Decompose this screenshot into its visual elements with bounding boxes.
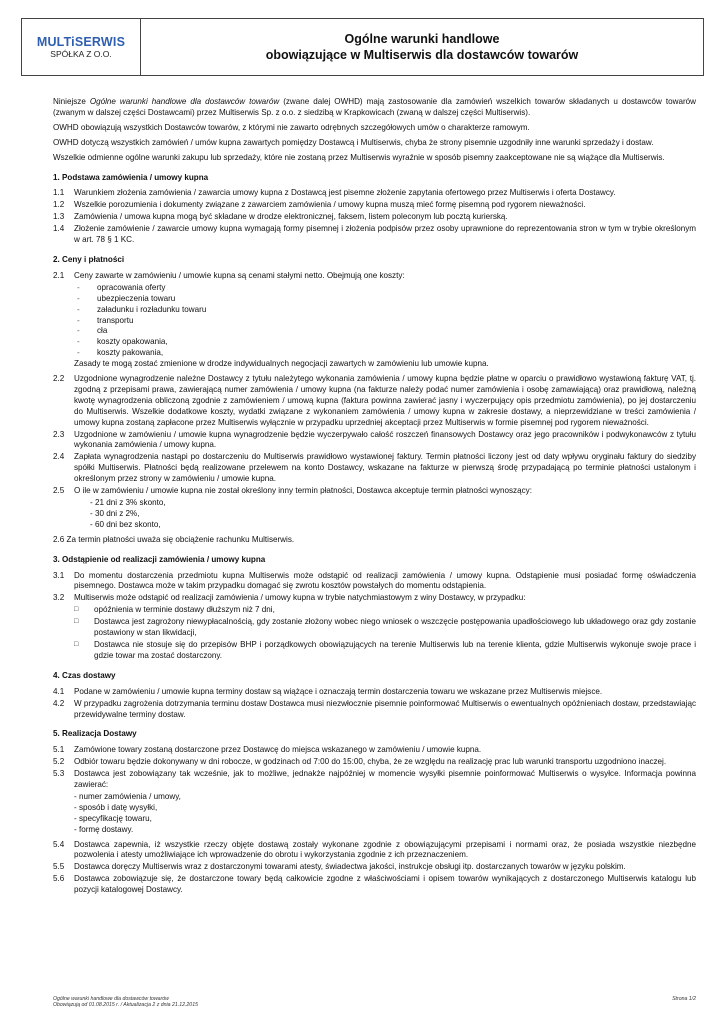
clause-number: 5.3 <box>53 769 65 779</box>
clause-number: 5.1 <box>53 745 65 755</box>
clause <box>53 200 696 211</box>
clause-text: Dostawca zapewnia, iż wszystkie rzeczy objęte dostawą zostały wykonane zgodnie z obowiązującymi przepisami i normami oraz, że posiada wszystkie niezbędne pozwolenia i atesty umożliwiające ich wprowadzenie do obrotu i wykorzystania zgodnie z ich przeznaczeniem. <box>74 839 696 860</box>
clause-number: 3.1 <box>53 570 65 580</box>
clause-number: 2.3 <box>53 429 65 439</box>
document-body <box>53 97 696 897</box>
clause-number: 3.2 <box>53 593 65 603</box>
section-3-heading: 3. Odstąpienie od realizacji zamówienia / umowy kupna <box>53 554 266 564</box>
shipment-info-item: - sposób i datę wysyłki, <box>74 802 158 812</box>
cost-item <box>77 305 696 316</box>
cost-note: Zasady te mogą zostać zmienione w drodze indywidualnych negocjacji zawartych w zamówieniu lub umowie kupna. <box>74 359 489 369</box>
clause-number: 2.1 <box>53 270 65 280</box>
withdrawal-reason <box>74 640 696 662</box>
clause-text: Dostawca doręczy Multiserwis wraz z dostarczonymi towarami atesty, świadectwa jakości, instrukcje obsługi itp. dostarczanych towarów w języku polskim. <box>74 862 626 872</box>
intro-paragraph-3: OWHD dotyczą wszystkich zamówień / umów kupna zawartych pomiędzy Dostawcą i Multiserwis, chyba że strony pisemnie uzgodniły inne warunki sprzedaży i dostaw. <box>53 137 654 147</box>
cost-item-text: cła <box>97 326 108 336</box>
clause <box>53 745 696 756</box>
clause-number: 5.5 <box>53 862 65 872</box>
clause-text: Podane w zamówieniu / umowie kupna terminy dostaw są wiążące i oznaczają termin dostarczenia towaru we wskazane przez Multiserwis miejsce. <box>74 686 603 696</box>
clause-text: W przypadku zagrożenia dotrzymania terminu dostaw Dostawca musi niezwłocznie pisemnie poinformować Multiserwis o ewentualnych opóźnieniach dostaw, przedstawiając przewidywalne terminy dostaw. <box>74 698 696 719</box>
clause-number: 1.2 <box>53 200 65 210</box>
section-1-heading: 1. Podstawa zamówienia / umowy kupna <box>53 172 209 182</box>
payment-term: - 21 dni z 3% skonto, <box>90 498 166 507</box>
clause-number: 1.4 <box>53 224 65 234</box>
cost-item-text: załadunku i rozładunku towaru <box>97 304 207 314</box>
clause <box>53 769 696 791</box>
cost-item-text: transportu <box>97 315 134 325</box>
clause-number: 4.2 <box>53 698 65 708</box>
clause <box>53 212 696 223</box>
clause <box>53 699 696 721</box>
clause <box>53 571 696 593</box>
title-line-2: obowiązujące w Multiserwis dla dostawców towarów <box>265 48 579 62</box>
payment-term: - 60 dni bez skonto, <box>90 519 161 529</box>
clause <box>53 593 696 604</box>
clause-number: 1.1 <box>53 188 65 198</box>
clause-text: O ile w zamówieniu / umowie kupna nie został określony inny termin płatności, Dostawca akceptuje termin płatności wynoszący: <box>74 486 532 496</box>
clause <box>53 188 696 199</box>
clause <box>53 224 696 246</box>
clause-text: Zamówienia / umowa kupna mogą być składane w drodze elektronicznej, faksem, listem poleconym lub pocztą kurierską. <box>74 212 508 222</box>
section-2-heading: 2. Ceny i płatności <box>53 254 125 264</box>
intro-p1-pre: Niniejsze <box>53 97 90 106</box>
cost-item <box>77 294 696 305</box>
cost-item-text: koszty pakowania, <box>97 348 164 358</box>
section-4-list <box>53 687 696 721</box>
clause-number: 2.2 <box>53 374 65 384</box>
document-title <box>141 19 703 75</box>
clause-text: Odbiór towaru będzie dokonywany w dni robocze, w godzinach od 7:00 do 15:00, chyba, że ze względu na realizację prac lub warunki transportu uzgodniono inaczej. <box>74 757 667 767</box>
cost-item <box>77 337 696 348</box>
title-line-1: Ogólne warunki handlowe <box>344 32 500 46</box>
withdrawal-reason-text: Dostawca jest zagrożony niewypłacalnością, gdy zostanie złożony wobec niego wniosek o wszczęcie postępowania upadłościowego lub układowego oraz gdy zostanie postawiony w stan likwidacji, <box>94 617 696 638</box>
clause <box>53 374 696 429</box>
clause-text: Złożenie zamówienie / zawarcie umowy kupna wymagają formy pisemnej i złożenia podpisów przez osoby uprawnione do reprezentowania stron w tym w trybie określonym w art. 78 § 1 KC. <box>74 224 696 245</box>
clause <box>53 874 696 896</box>
clause <box>53 757 696 768</box>
clause <box>53 687 696 698</box>
dash-marker: - <box>77 293 80 303</box>
shipment-info-item: - numer zamówienia / umowy, <box>74 791 181 801</box>
cost-item <box>77 326 696 337</box>
intro-p1-italic: Ogólne warunki handlowe dla dostawców towarów <box>89 97 280 106</box>
square-bullet-icon: □ <box>74 606 79 614</box>
clause-text: Dostawca jest zobowiązany tak wcześnie, jak to możliwe, jednakże najpóźniej w momencie wysyłki pisemnie poinformować Multiserwis o wysyłce. Informacja powinna zawierać: <box>74 769 696 790</box>
clause-text: Dostawca zobowiązuje się, że dostarczone towary będą całkowicie zgodne z właściwościami i opisem towarów wynikających z dostarczonego Multiserwis katalogu lub pozycji katalogowej Dostawcy. <box>74 874 696 895</box>
square-bullet-icon: □ <box>74 640 79 648</box>
section-3-list <box>53 571 696 605</box>
withdrawal-reason <box>74 605 696 616</box>
logo-wordmark: MULTiSERWIS <box>36 34 126 49</box>
clause-number: 1.3 <box>53 212 65 222</box>
section-5-heading: 5. Realizacja Dostawy <box>53 729 137 739</box>
page-footer <box>53 996 696 1008</box>
clause-text: Wszelkie porozumienia i dokumenty związane z zawarciem zamówienia / umowy kupna muszą mieć formę pisemną pod rygorem nieważności. <box>74 200 586 210</box>
cost-item-text: opracowania oferty <box>97 282 166 292</box>
section-1-list <box>53 188 696 246</box>
dash-marker: - <box>77 348 80 358</box>
clause-text: Zapłata wynagrodzenia nastąpi po dostarczeniu do Multiserwis prawidłowo wystawionej faktury. Termin płatności liczony jest od daty wpływu oryginału faktury do siedziby spółki Multiserwis. Płatności będą realizowane przelewem na konto Dostawcy, wskazane na fakturze w pierwszą środę przypadającą po terminie płatności ustalonym i określonym przez strony w zamówieniu / umowie kupna. <box>74 452 696 484</box>
dash-marker: - <box>77 304 80 314</box>
clause-text: Zamówione towary zostaną dostarczone przez Dostawcę do miejsca wskazanego w zamówieniu / umowie kupna. <box>74 745 482 755</box>
withdrawal-reasons-list <box>53 605 696 662</box>
dash-marker: - <box>77 326 80 336</box>
clause-number: 2.4 <box>53 452 65 462</box>
intro-paragraph-1 <box>53 97 696 119</box>
clause-text: Ceny zawarte w zamówieniu / umowie kupna są cenami stałymi netto. Obejmują one koszty: <box>74 270 405 280</box>
withdrawal-reason-text: opóźnienia w terminie dostawy dłuższym niż 7 dni, <box>94 605 275 615</box>
clause <box>53 430 696 452</box>
payment-terms-list <box>90 498 696 531</box>
cost-item <box>77 283 696 294</box>
footer-validity: Obowiązują od 01.08.2015 r. / Aktualizacja 2 z dnia 21.12.2015 <box>53 1002 198 1009</box>
dash-marker: - <box>77 282 80 292</box>
dash-marker: - <box>77 315 80 325</box>
clause-number: 4.1 <box>53 686 65 696</box>
cost-item <box>77 348 696 359</box>
clause-2-1 <box>53 271 696 282</box>
clause-number: 5.6 <box>53 874 65 884</box>
section-4-heading: 4. Czas dostawy <box>53 670 116 680</box>
page-number: Strona 1/2 <box>672 996 696 1002</box>
section-2-list <box>53 374 696 497</box>
clause-number: 2.5 <box>53 486 65 496</box>
clause-text: Warunkiem złożenia zamówienia / zawarcia umowy kupna z Dostawcą jest pisemne złożenie zapytania ofertowego przez Multiserwis i oferta Dostawcy. <box>74 188 616 198</box>
clause-2-6: 2.6 Za termin płatności uważa się obciążenie rachunku Multiserwis. <box>53 534 295 544</box>
clause <box>53 486 696 497</box>
intro-p1-post: (zwane dalej OWHD) mają zastosowanie dla zamówień wszelkich towarów składanych u dostawców towarów (zwanym w dalszej części Dostawcami) przez Multiserwis Sp. z o.o. z siedzibą w Krapkowicach (zwaną w dalszej części Multiserwis). <box>53 97 696 117</box>
clause-text: Uzgodnione wynagrodzenie należne Dostawcy z tytułu należytego wykonania zamówienia / umowy kupna będzie płatne w oparciu o prawidłowo wystawioną fakturę VAT, tj. zgodną z przepisami prawa, zawierającą numer zamówienia / umowy kupna (na fakturze należy podać numer zamówienia i osobę zamawiającą) oraz prawidłową, należną kwotę wynagrodzenia obliczoną zgodnie z zamówieniem / umową kupna (faktura powinna zawierać jasny i wyczerpujący opis przedmiotu zamówienia), po jej dostarczeniu do Multiserwis. Wszelkie dodatkowe koszty, wydatki związane z wykonaniem zamówienia / umowy kupna w zakresie dostawy, a nieprzewidziane w treści zamówienia / umowy kupna zostaną zapłacone przez Multiserwis wyłącznie w przypadku uprzedniej akceptacji przez Multiserwis w formie pisemnej pod rygorem nieważności. <box>74 374 696 427</box>
clause <box>53 862 696 873</box>
cost-item <box>77 316 696 327</box>
intro-paragraph-2: OWHD obowiązują wszystkich Dostawców towarów, z którymi nie zawarto odrębnych szczegółowych umów o charakterze ramowym. <box>53 122 530 132</box>
clause <box>53 840 696 862</box>
clause-text: Multiserwis może odstąpić od realizacji zamówienia / umowy kupna w trybie natychmiastowym z winy Dostawcy, w przypadku: <box>74 593 526 603</box>
clause-number: 5.4 <box>53 839 65 849</box>
payment-term: - 30 dni z 2%, <box>90 508 140 518</box>
square-bullet-icon: □ <box>74 618 79 626</box>
cost-item-text: ubezpieczenia towaru <box>97 293 176 303</box>
shipment-info-list <box>74 792 696 836</box>
cost-item-text: koszty opakowania, <box>97 337 168 347</box>
company-logo <box>22 19 141 75</box>
clause-text: Uzgodnione w zamówieniu / umowie kupna wynagrodzenie będzie wyczerpywało całość roszczeń finansowych Dostawcy oraz jego pracowników i podwykonawców z tytułu wykonania zamówienia / umowy kupna. <box>74 429 696 450</box>
intro-paragraph-4: Wszelkie odmienne ogólne warunki zakupu lub sprzedaży, które nie zostaną przez Multiserwis wyraźnie w sposób pisemny zaakceptowane nie są wiążące dla Multiserwis. <box>53 152 665 162</box>
document-header <box>21 18 704 76</box>
withdrawal-reason-text: Dostawca nie stosuje się do przepisów BHP i porządkowych obowiązujących na terenie Multiserwis lub na terenie klienta, gdzie Multiserwis wykonuje swoje prace i gdzie towar ma zostać dostarczony. <box>94 639 696 660</box>
clause-text: Do momentu dostarczenia przedmiotu kupna Multiserwis może odstąpić od realizacji zamówienia / umowy kupna. Odstąpienie musi posiadać formę oświadczenia pisemnego. Dostawca może w takim przypadku domagać się zwrotu kosztów powstałych do momentu odstąpienia. <box>74 570 696 591</box>
withdrawal-reason <box>74 617 696 639</box>
shipment-info-item: - specyfikację towaru, <box>74 813 152 823</box>
section-5-list-b <box>53 840 696 897</box>
shipment-info-item: - formę dostawy. <box>74 824 134 834</box>
section-5-list-a <box>53 745 696 791</box>
clause-number: 5.2 <box>53 757 65 767</box>
clause <box>53 452 696 485</box>
footer-doc-name: Ogólne warunki handlowe dla dostawców towarów <box>53 996 169 1002</box>
cost-list <box>53 283 696 359</box>
logo-subtitle: SPÓŁKA Z O.O. <box>50 48 112 59</box>
dash-marker: - <box>77 337 80 347</box>
